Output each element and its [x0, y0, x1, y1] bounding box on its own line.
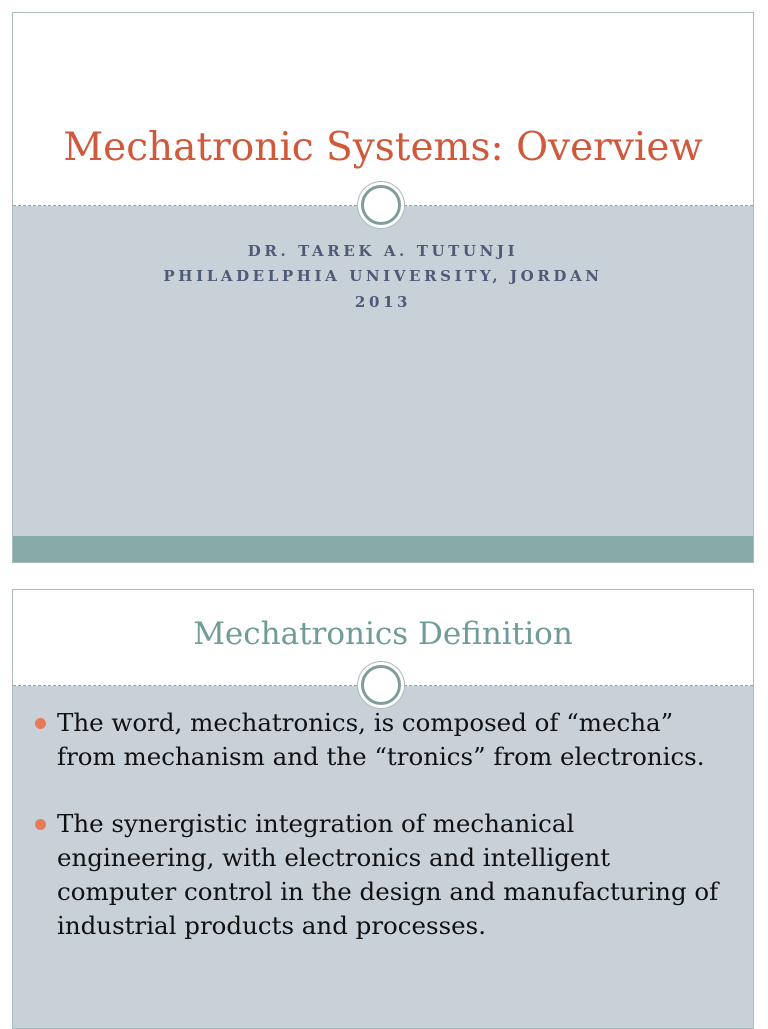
- list-item: [35, 706, 735, 774]
- title-slide: [12, 12, 754, 563]
- slide-title: Mechatronic Systems: Overview: [63, 125, 703, 170]
- bullet-text: The word, mechatronics, is composed of “mecha” from mechanism and the “tronics” from electronics.: [57, 708, 705, 771]
- slide-title: Mechatronics Definition: [193, 616, 573, 652]
- bullet-dot-icon: [35, 819, 46, 830]
- affiliation-line: PHILADELPHIA UNIVERSITY, JORDAN: [163, 267, 603, 285]
- footer-band: [13, 536, 753, 562]
- definition-slide: [12, 589, 754, 1029]
- bullet-dot-icon: [35, 718, 46, 729]
- bullet-text: The synergistic integration of mechanical engineering, with electronics and intelligent computer control in the design and manufacturing of industrial products and processes.: [57, 809, 719, 940]
- list-item: [35, 807, 735, 943]
- year-line: 2013: [354, 293, 412, 311]
- ring-ornament-icon: [361, 185, 401, 225]
- ring-ornament-icon: [361, 665, 401, 705]
- title-area: [13, 13, 753, 206]
- author-line: DR. TAREK A. TUTUNJI: [247, 242, 519, 260]
- bullet-list: [35, 706, 735, 976]
